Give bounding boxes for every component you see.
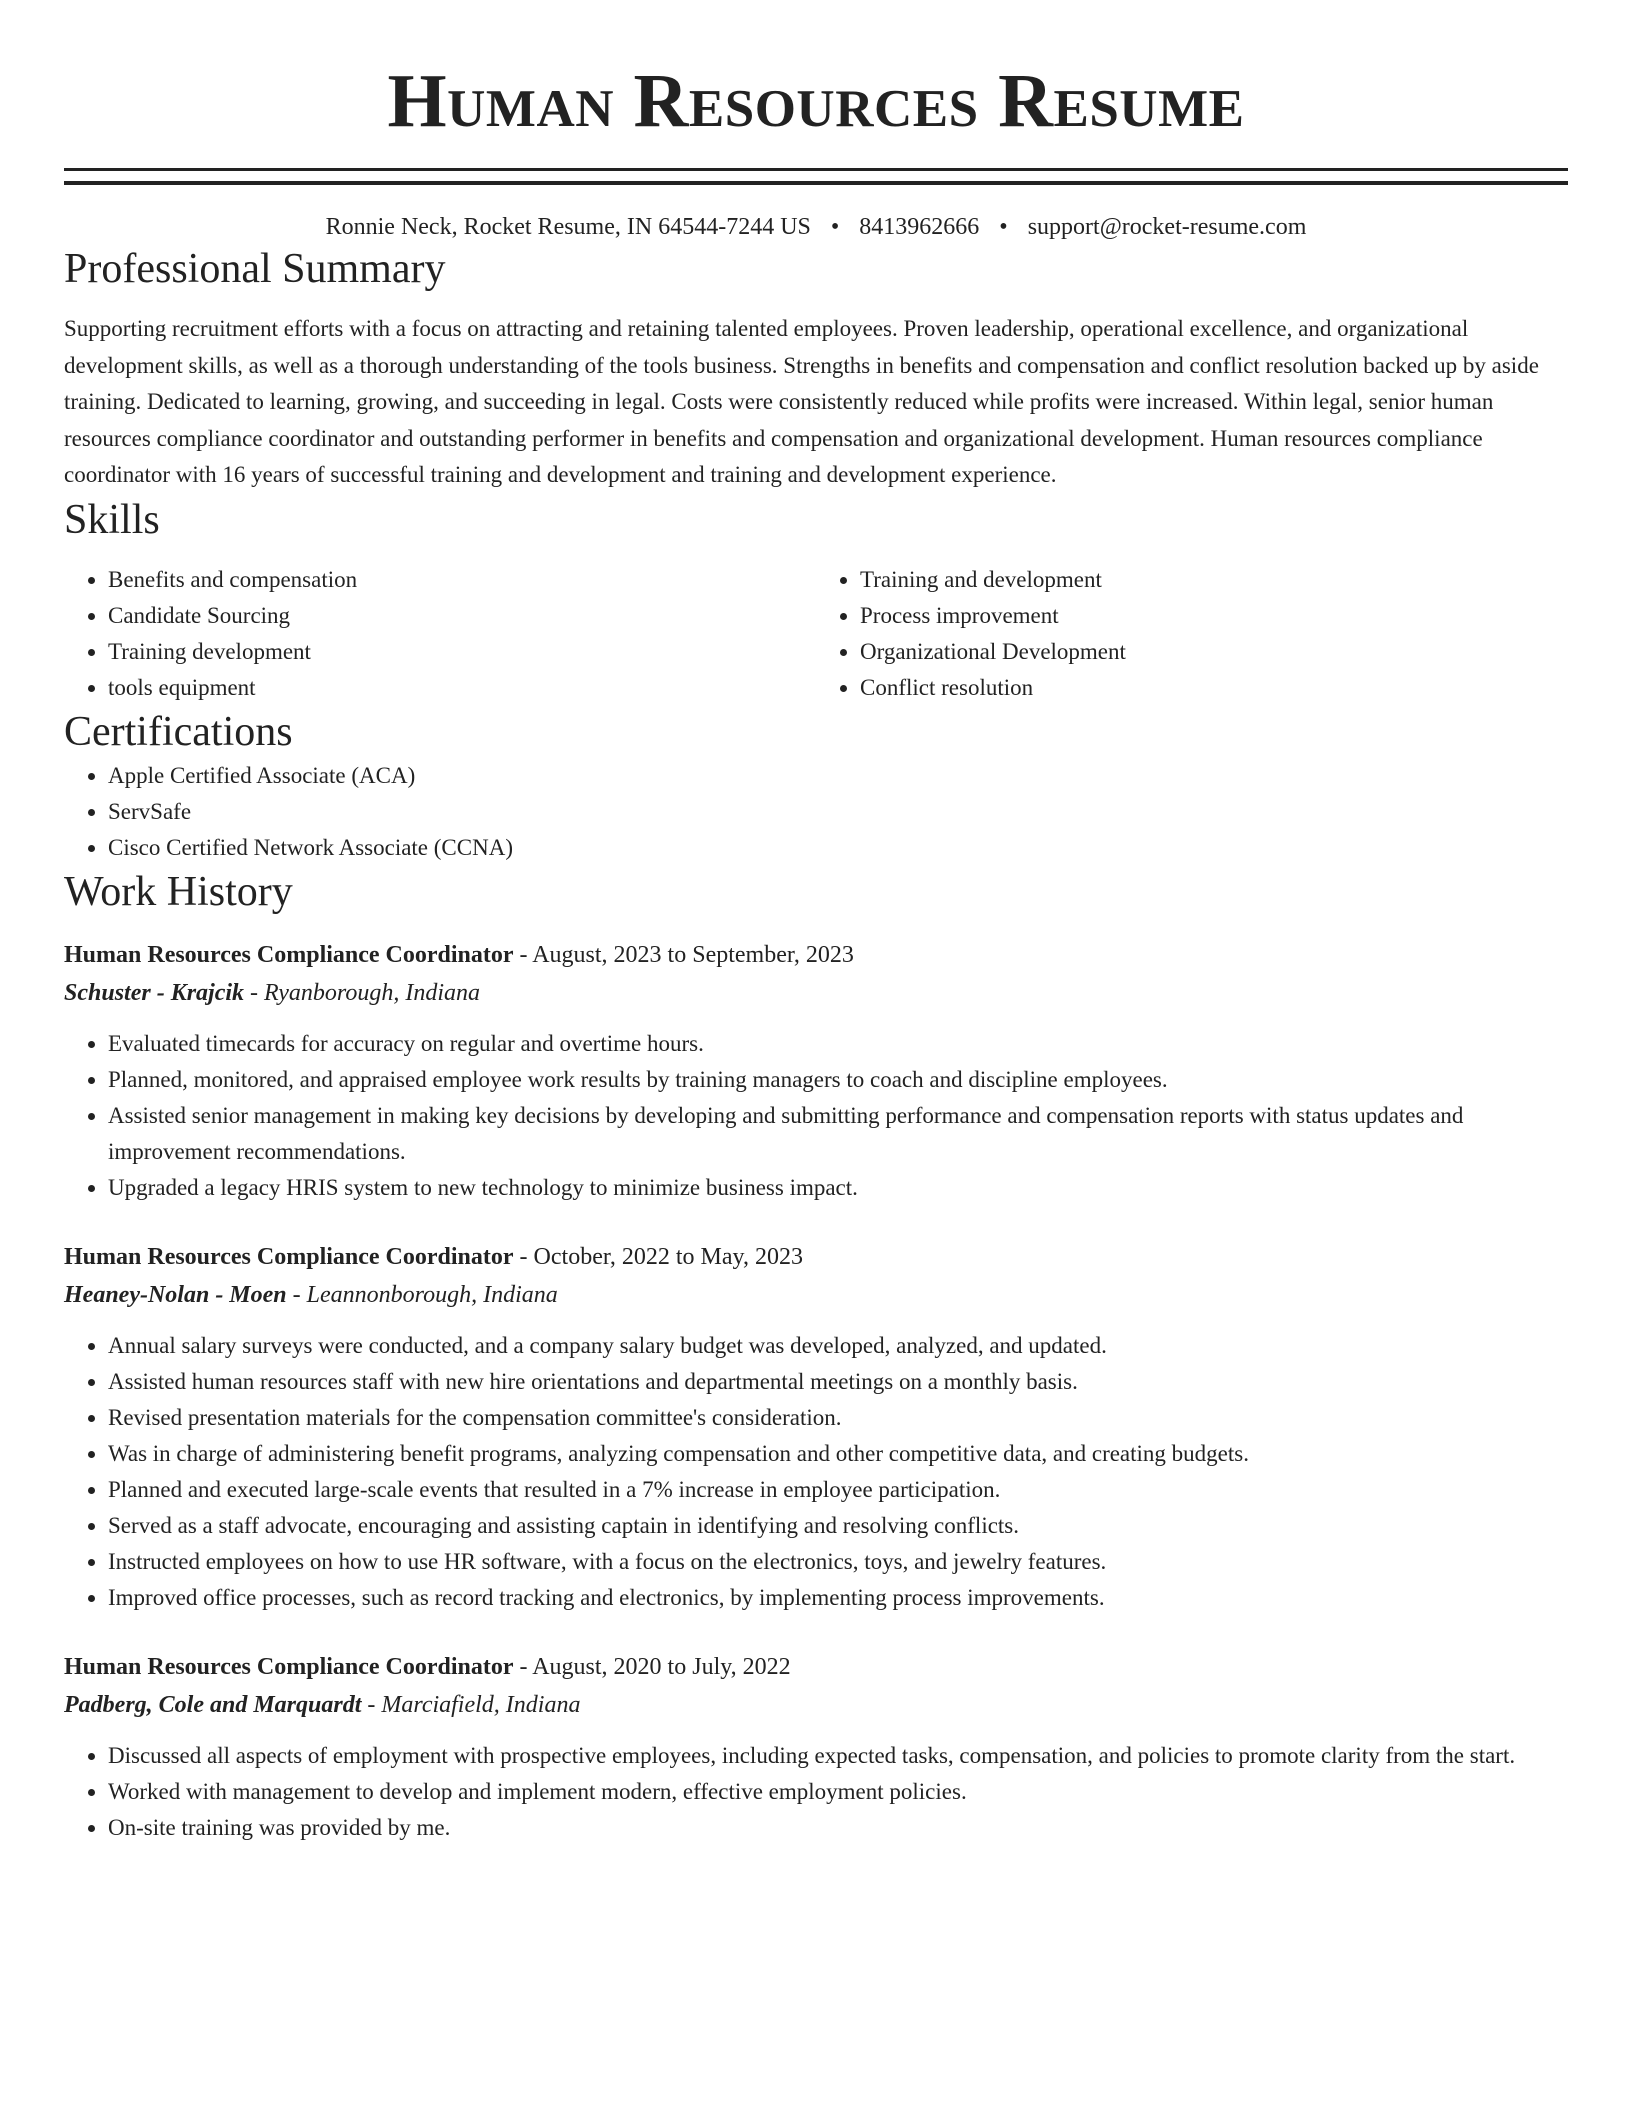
job-separator: - [286, 1281, 307, 1308]
job-separator: - [244, 979, 265, 1006]
job-bullet: • Served as a staff advocate, encouraging and assisting captain in identifying and resolving conflicts. [108, 1508, 1568, 1544]
resume-title: Human Resources Resume [387, 59, 1245, 143]
job-dates: August, 2020 to July, 2022 [532, 1653, 791, 1680]
job-entry [64, 1238, 1568, 1616]
job-header [64, 936, 1568, 974]
job-bullet: • Revised presentation materials for the compensation committee's consideration. [108, 1400, 1568, 1436]
job-role: Human Resources Compliance Coordinator [64, 941, 514, 968]
job-bullet: • Annual salary surveys were conducted, and a company salary budget was developed, analyzed, and updated. [108, 1328, 1568, 1364]
certification-item: • Cisco Certified Network Associate (CCNA) [108, 830, 1568, 866]
job-separator: - [513, 1653, 533, 1680]
job-company: Schuster - Krajcik [64, 979, 245, 1006]
job-bullets [64, 1738, 1568, 1846]
contact-line [64, 211, 1568, 243]
contact-address: Ronnie Neck, Rocket Resume, IN 64544-7244 US [325, 214, 811, 240]
job-role: Human Resources Compliance Coordinator [64, 1653, 514, 1680]
job-separator: - [513, 941, 533, 968]
job-employer [64, 974, 1568, 1012]
job-company: Heaney-Nolan - Moen [64, 1281, 287, 1308]
job-bullet: • Discussed all aspects of employment with prospective employees, including expected tasks, compensation, and policies to promote clarity from the start. [108, 1738, 1568, 1774]
skill-item: • Organizational Development [860, 634, 1568, 670]
skill-item: • Benefits and compensation [108, 562, 816, 598]
resume-page [64, 0, 1568, 1846]
job-dates: August, 2023 to September, 2023 [532, 941, 854, 968]
skill-item: • Process improvement [860, 598, 1568, 634]
job-employer [64, 1686, 1568, 1724]
skills-grid [64, 562, 1568, 706]
job-bullet: • Instructed employees on how to use HR software, with a focus on the electronics, toys, and jewelry features. [108, 1544, 1568, 1580]
skills-heading: Skills [64, 496, 160, 543]
skill-item: • Training and development [860, 562, 1568, 598]
job-bullet: • Upgraded a legacy HRIS system to new technology to minimize business impact. [108, 1170, 1568, 1206]
contact-separator: • [830, 214, 840, 240]
summary-text: Supporting recruitment efforts with a focus on attracting and retaining talented employees. Proven leadership, operational excellence, and organizational development skills, as well as a thorough understanding of the tools business. Strengths in benefits and compensation and conflict resolution backed up by aside training. Dedicated to learning, growing, and succeeding in legal. Costs were consistently reduced while profits were increased. Within legal, senior human resources compliance coordinator and outstanding performer in benefits and compensation and organizational development. Human resources compliance coordinator with 16 years of successful training and development and training and development experience. [64, 316, 1539, 487]
contact-email: support@rocket-resume.com [1027, 214, 1307, 240]
job-bullets [64, 1328, 1568, 1616]
job-bullet: • Assisted senior management in making key decisions by developing and submitting performance and compensation reports with status updates and improvement recommendations. [108, 1098, 1568, 1170]
title-divider [64, 168, 1568, 185]
job-dates: October, 2022 to May, 2023 [533, 1243, 803, 1270]
job-bullet: • Evaluated timecards for accuracy on regular and overtime hours. [108, 1026, 1568, 1062]
job-separator: - [513, 1243, 534, 1270]
job-bullet: • On-site training was provided by me. [108, 1810, 1568, 1846]
skill-item: • Training development [108, 634, 816, 670]
contact-phone: 8413962666 [859, 214, 980, 240]
work-history-heading: Work History [64, 868, 293, 915]
job-bullet: • Worked with management to develop and implement modern, effective employment policies. [108, 1774, 1568, 1810]
job-company: Padberg, Cole and Marquardt [64, 1691, 362, 1718]
job-bullets [64, 1026, 1568, 1206]
job-location: Marciafield, Indiana [381, 1691, 581, 1718]
job-location: Leannonborough, Indiana [306, 1281, 558, 1308]
job-location: Ryanborough, Indiana [264, 979, 481, 1006]
job-bullet: • Assisted human resources staff with new hire orientations and departmental meetings on a monthly basis. [108, 1364, 1568, 1400]
skills-list-left [64, 562, 816, 706]
job-entry [64, 1648, 1568, 1846]
summary-heading: Professional Summary [64, 246, 446, 292]
job-header [64, 1648, 1568, 1686]
certification-item: • Apple Certified Associate (ACA) [108, 758, 1568, 794]
job-role: Human Resources Compliance Coordinator [64, 1243, 514, 1270]
certification-item: • ServSafe [108, 794, 1568, 830]
certifications-heading: Certifications [64, 708, 293, 755]
job-employer [64, 1276, 1568, 1314]
job-bullet: • Planned and executed large-scale events that resulted in a 7% increase in employee participation. [108, 1472, 1568, 1508]
job-bullet: • Was in charge of administering benefit programs, analyzing compensation and other competitive data, and creating budgets. [108, 1436, 1568, 1472]
contact-separator: • [999, 214, 1008, 240]
job-entry [64, 936, 1568, 1206]
job-bullet: • Improved office processes, such as record tracking and electronics, by implementing process improvements. [108, 1580, 1568, 1616]
job-separator: - [361, 1691, 382, 1718]
job-bullet: • Planned, monitored, and appraised employee work results by training managers to coach and discipline employees. [108, 1062, 1568, 1098]
job-header [64, 1238, 1568, 1276]
skill-item: • Conflict resolution [860, 670, 1568, 706]
skill-item: • tools equipment [108, 670, 816, 706]
certifications-list [64, 758, 1568, 866]
skills-list-right [816, 562, 1568, 706]
skill-item: • Candidate Sourcing [108, 598, 816, 634]
